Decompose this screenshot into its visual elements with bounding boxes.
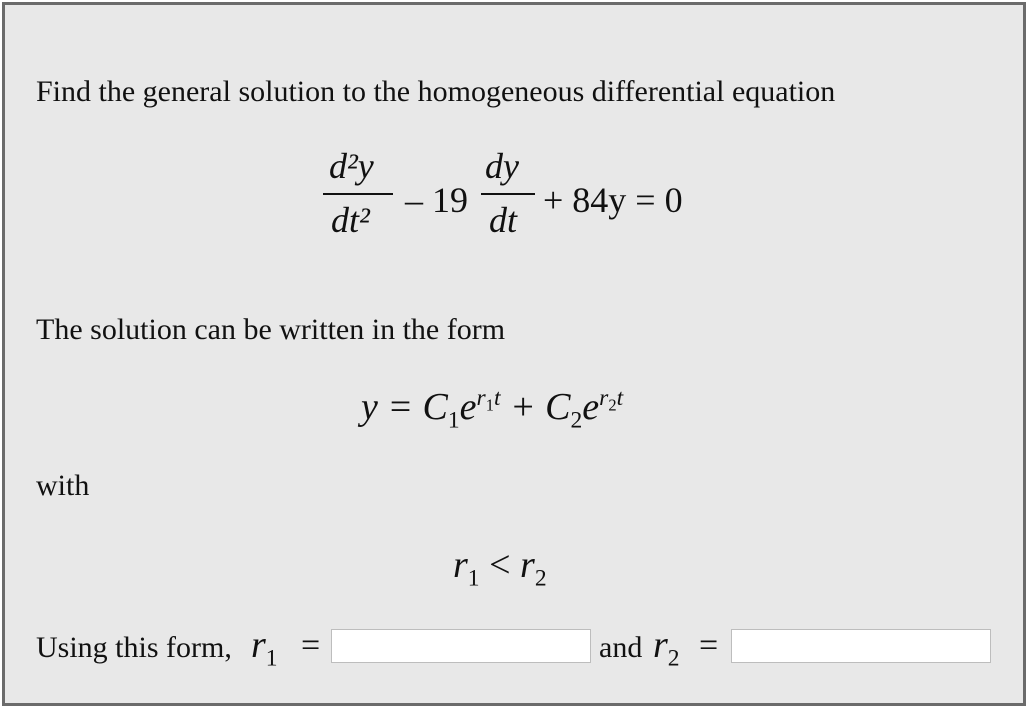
second-derivative-denominator: dt² xyxy=(331,200,370,240)
answer-prefix-text: Using this form, xyxy=(36,631,232,664)
first-derivative-denominator: dt xyxy=(489,200,518,240)
first-derivative-numerator: dy xyxy=(485,146,519,186)
answer-r2-label xyxy=(653,623,680,673)
condition-r1-sub: 1 xyxy=(467,565,480,592)
solution-plus-c: + C xyxy=(500,386,571,428)
fraction-bar xyxy=(323,193,393,195)
exp-t2: t xyxy=(616,385,624,412)
exp-base-1: e xyxy=(459,386,477,428)
exp-t1: t xyxy=(493,385,501,412)
with-text: with xyxy=(36,469,90,502)
solution-form-text: The solution can be written in the form xyxy=(36,313,506,346)
answer-r1-symbol: r xyxy=(251,624,266,666)
exp-r2-sub: 2 xyxy=(608,396,617,416)
problem-panel xyxy=(2,2,1026,706)
exp-r2: r xyxy=(599,385,609,412)
root-order-condition xyxy=(453,543,547,593)
c1-subscript: 1 xyxy=(447,407,460,434)
coefficient-19: – 19 xyxy=(405,180,468,220)
differential-equation xyxy=(5,5,1023,265)
exp-base-2: e xyxy=(582,386,600,428)
r1-answer-input[interactable] xyxy=(331,629,591,663)
answer-r1-sub: 1 xyxy=(265,645,278,672)
answer-r1-label xyxy=(251,623,278,673)
answer-and-text: and xyxy=(599,631,643,664)
problem-intro-text: Find the general solution to the homogeneous differential equation xyxy=(36,75,836,108)
condition-less-than: < xyxy=(479,544,521,586)
c2-subscript: 2 xyxy=(570,407,583,434)
second-derivative-numerator: d²y xyxy=(329,146,374,186)
first-derivative-fraction xyxy=(481,145,535,255)
r2-answer-input[interactable] xyxy=(731,629,991,663)
solution-form-expression xyxy=(361,385,623,435)
answer-r2-symbol: r xyxy=(653,624,668,666)
equation-tail: + 84y = 0 xyxy=(543,180,683,220)
answer-r2-sub: 2 xyxy=(667,645,680,672)
fraction-bar xyxy=(481,193,535,195)
solution-y-eq: y = C xyxy=(361,386,448,428)
second-derivative-fraction xyxy=(323,145,393,255)
answer-equals-2: = xyxy=(699,627,719,664)
exp-r1-sub: 1 xyxy=(485,396,494,416)
exp-r1: r xyxy=(476,385,486,412)
condition-r1: r xyxy=(453,544,468,586)
answer-equals-1: = xyxy=(301,627,321,664)
condition-r2: r xyxy=(520,544,535,586)
condition-r2-sub: 2 xyxy=(534,565,547,592)
